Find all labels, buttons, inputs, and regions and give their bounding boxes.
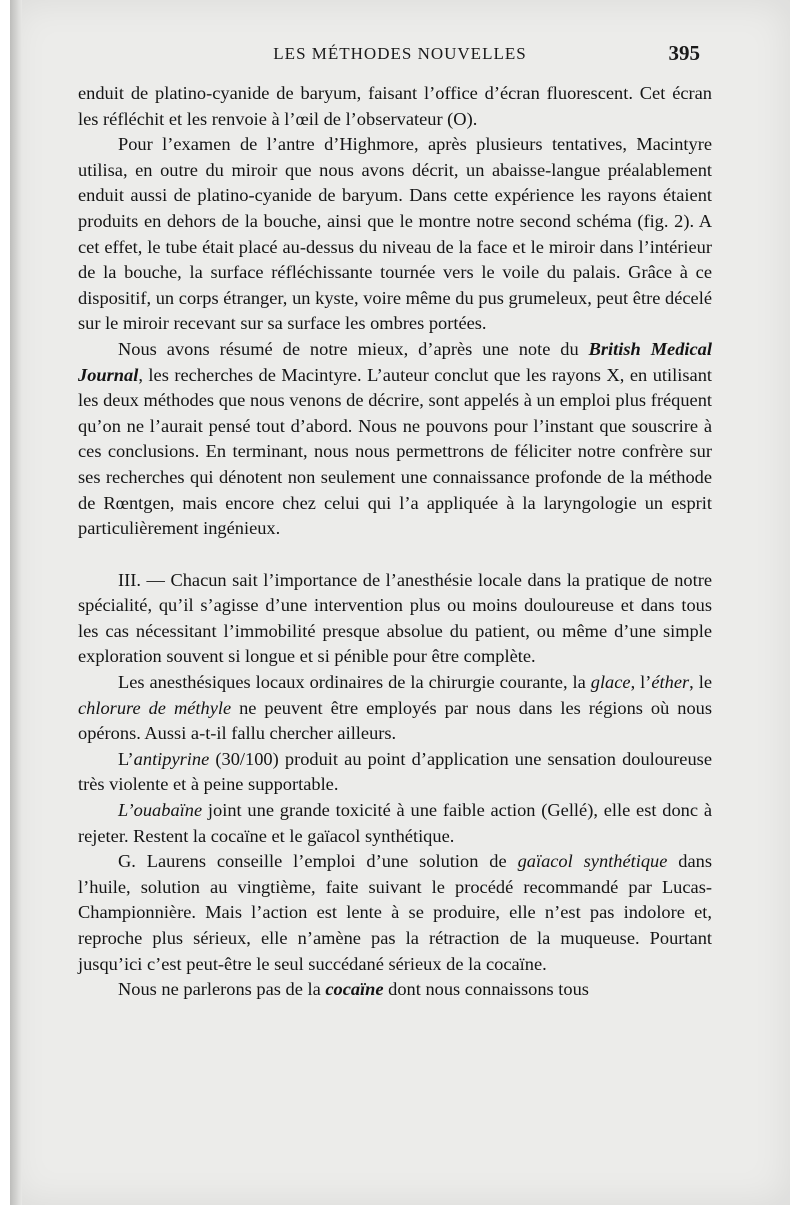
text-run: dans l’huile, solution au vingtième, faite suivant le procédé recommandé par Lucas-Championnière. Mais l’action est lente à se produire, elle n’est pas indolore et, reproche plus sérieux, elle n’amène pas la rétraction de la muqueuse. Pourtant jusqu’ici c’est peut-être le seul succédané sérieux de la cocaïne. (78, 851, 713, 974)
text-run: (30/100) produit au point d’application une sensation douloureuse très violente et à peine supportable. (78, 748, 712, 795)
paragraph: Pour l’examen de l’antre d’Highmore, après plusieurs tentatives, Macintyre utilisa, en outre du miroir que nous avons décrit, un abaisse-langue préalablement enduit aussi de platino-cyanide de baryum. Dans cette expérience les rayons étaient produits en dehors de la bouche, ainsi que le montre notre second schéma (fig. 2). A cet effet, le tube était placé au-dessus du niveau de la face et le miroir dans l’intérieur de la bouche, la surface réfléchissante tournée vers le voile du palais. Grâce à ce dispositif, un corps étranger, un kyste, voire même du pus grumeleux, peut être décelé sur le miroir recevant sur sa surface les ombres portées. (78, 134, 712, 334)
paragraph (78, 670, 712, 747)
text-run: G. Laurens conseille l’emploi d’une solution de (118, 851, 518, 872)
italic-term: chlorure de méthyle (78, 697, 232, 718)
paragraph (78, 849, 712, 977)
section-paragraph: III. — Chacun sait l’importance de l’anesthésie locale dans la pratique de notre spécialité, qu’il s’agisse d’une intervention plus ou moins douloureuse et dans tous les cas nécessitant l’immobilité presque absolue du patient, ou même d’une simple exploration souvent si longue et si pénible pour être complète. (78, 569, 712, 667)
text-run: joint une grande toxicité à une faible action (Gellé), elle est donc à rejeter. Restent la cocaïne et le gaïacol synthétique. (78, 800, 712, 846)
text-run: , le (689, 672, 713, 693)
italic-term: cocaïne (325, 979, 384, 1000)
italic-term: glace (590, 672, 631, 693)
paragraph (78, 747, 712, 798)
book-page (10, 0, 790, 1205)
text-run: Les anesthésiques locaux ordinaires de la chirurgie courante, la (118, 672, 591, 693)
page-gutter-shadow (10, 0, 22, 1205)
paragraph: enduit de platino-cyanide de baryum, faisant l’office d’écran fluorescent. Cet écran les réfléchit et les renvoie à l’œil de l’observateur (O). (78, 83, 712, 129)
paragraph (78, 977, 712, 1003)
page-body (78, 81, 712, 1003)
text-run: dont nous connaissons tous (383, 979, 589, 1000)
text-run: L’ (118, 748, 134, 769)
text-run: ne peuvent être employés par nous dans les régions où nous opérons. Aussi a-t-il fallu chercher ailleurs. (78, 697, 712, 744)
journal-title: British Medical Journal (78, 338, 712, 385)
paragraph (78, 337, 712, 542)
italic-term: gaïacol synthétique (517, 851, 668, 872)
text-run: Nous ne parlerons pas de la (118, 979, 326, 1000)
text-run: , les recherches de Macintyre. L’auteur conclut que les rayons X, en utilisant les deux méthodes que nous venons de décrire, sont appelés à un emploi plus fréquent qu’on ne l’aurait pensé tout d’abord. Nous ne pouvons pour l’instant que souscrire à ces conclusions. En terminant, nous nous permettrons de féliciter notre confrère sur ses recherches qui dénotent non seulement une connaissance profonde de la méthode de Rœntgen, mais encore chez celui qui l’a appliquée à la laryngologie un esprit particulièrement ingénieux. (78, 364, 712, 539)
italic-term: antipyrine (133, 748, 210, 769)
text-run: , l’ (630, 672, 652, 693)
paragraph (78, 798, 712, 849)
page-header (10, 41, 790, 70)
running-title: LES MÉTHODES NOUVELLES (273, 44, 527, 63)
text-run: Nous avons résumé de notre mieux, d’après une note du (118, 338, 589, 359)
italic-term: éther (651, 672, 690, 693)
page-number: 395 (668, 41, 700, 65)
italic-term: L’ouabaïne (118, 800, 203, 821)
